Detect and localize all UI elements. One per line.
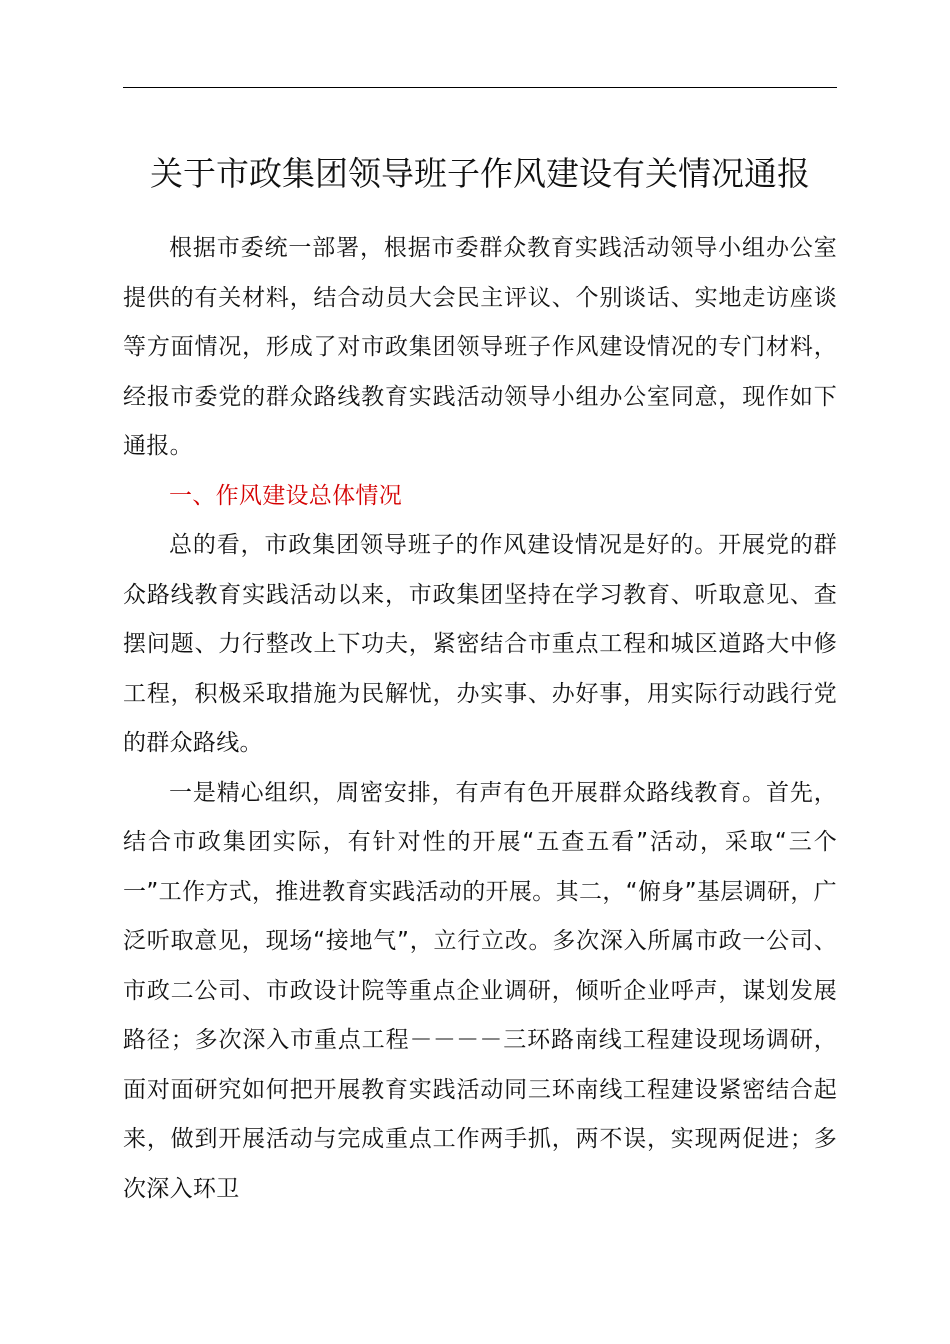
document-title: 关于市政集团领导班子作风建设有关情况通报 [150,154,810,193]
intro-paragraph: 根据市委统一部署，根据市委群众教育实践活动领导小组办公室提供的有关材料，结合动员大会民主评议、个别谈话、实地走访座谈等方面情况，形成了对市政集团领导班子作风建设情况的专门材料，经报市委党的群众路线教育实践活动领导小组办公室同意，现作如下通报。 [123,235,837,459]
overview-paragraph: 总的看，市政集团领导班子的作风建设情况是好的。开展党的群众路线教育实践活动以来，市政集团坚持在学习教育、听取意见、查摆问题、力行整改上下功夫，紧密结合市重点工程和城区道路大中修工程，积极采取措施为民解忧，办实事、办好事，用实际行动践行党的群众路线。 [123,532,837,756]
header-rule [123,87,837,88]
document-body [123,224,837,1214]
point-one-paragraph: 一是精心组织，周密安排，有声有色开展群众路线教育。首先，结合市政集团实际，有针对性的开展“五查五看”活动，采取“三个一”工作方式，推进教育实践活动的开展。其二，“俯身”基层调研，广泛听取意见，现场“接地气”，立行立改。多次深入所属市政一公司、市政二公司、市政设计院等重点企业调研，倾听企业呼声，谋划发展路径；多次深入市重点工程－－－－三环路南线工程建设现场调研，面对面研究如何把开展教育实践活动同三环南线工程建设紧密结合起来，做到开展活动与完成重点工作两手抓，两不误，实现两促进；多次深入环卫 [123,779,837,1202]
section-heading: 一、作风建设总体情况 [169,482,402,509]
